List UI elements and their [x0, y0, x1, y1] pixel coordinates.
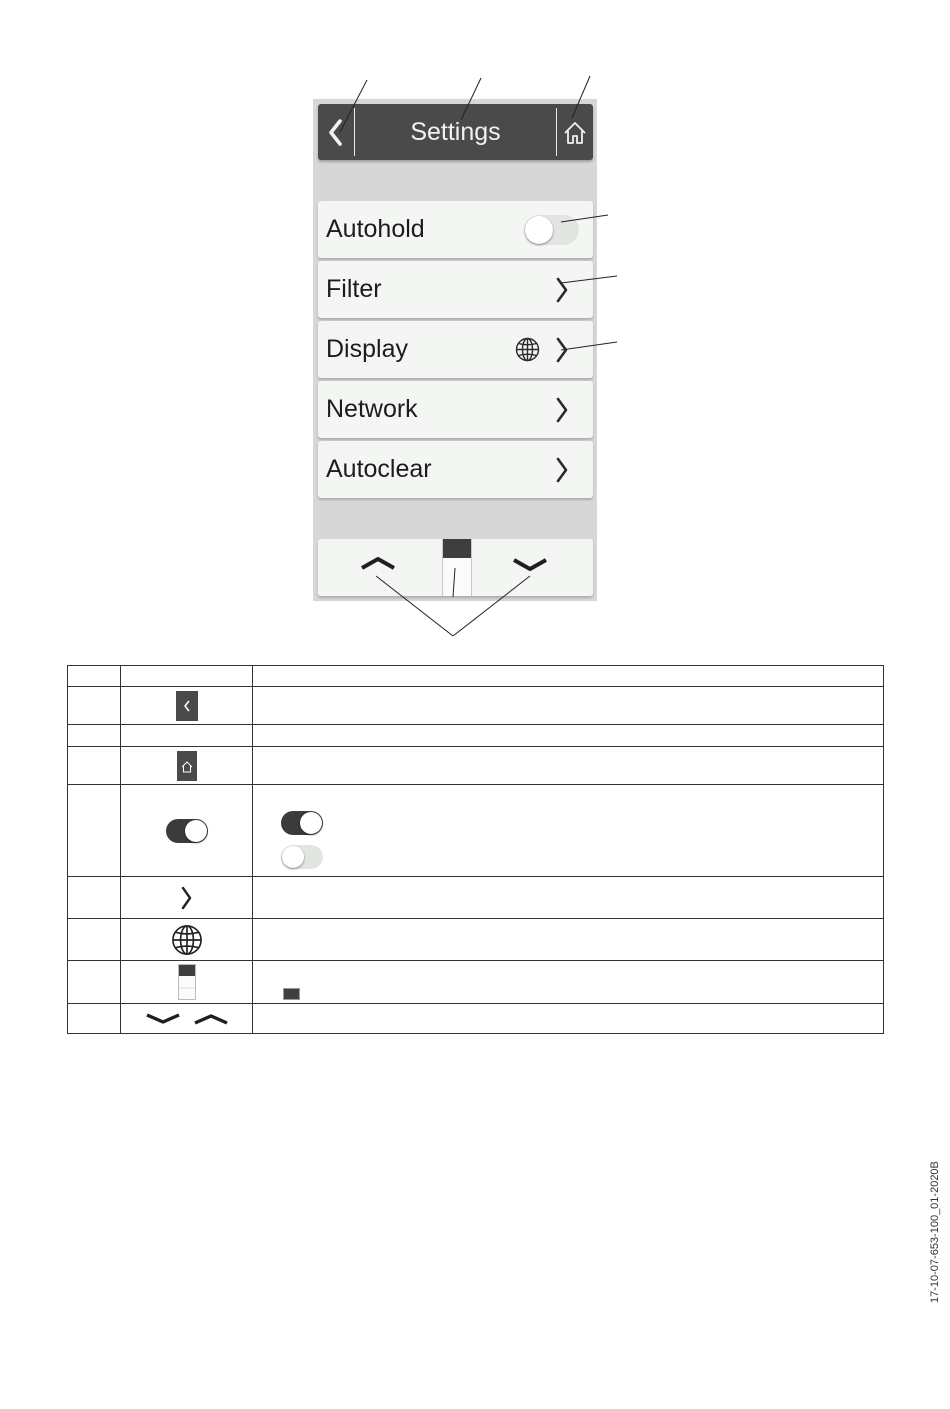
page-title: Settings — [410, 118, 501, 146]
table-row — [68, 687, 884, 725]
header-cell — [68, 666, 121, 687]
back-button[interactable] — [318, 104, 354, 160]
table-row — [68, 725, 884, 747]
settings-row-autohold[interactable] — [318, 201, 593, 258]
table-cell — [253, 919, 884, 961]
table-cell — [68, 687, 121, 725]
table-cell — [68, 877, 121, 919]
table-row — [68, 785, 884, 877]
toggle-knob — [525, 216, 553, 244]
row-label: Display — [326, 335, 408, 363]
chevron-right-icon — [181, 886, 193, 910]
table-row — [68, 961, 884, 1004]
scrollbar-icon — [178, 964, 196, 1000]
table-cell — [68, 919, 121, 961]
scrollbar[interactable] — [442, 539, 472, 596]
table-cell — [253, 747, 884, 785]
chevron-left-icon — [318, 104, 354, 160]
row-label: Autoclear — [326, 455, 432, 483]
legend-table — [67, 665, 884, 1034]
chevron-right-icon — [555, 337, 569, 363]
chevron-up-icon[interactable] — [356, 549, 400, 579]
autohold-toggle[interactable] — [524, 215, 579, 245]
home-button-icon — [177, 751, 197, 781]
table-cell — [253, 1004, 884, 1034]
table-cell — [68, 747, 121, 785]
chevron-right-icon — [555, 277, 569, 303]
table-header-row — [68, 666, 884, 687]
table-cell — [121, 919, 253, 961]
globe-icon — [171, 924, 203, 956]
table-cell — [121, 1004, 253, 1034]
settings-row-autoclear[interactable] — [318, 441, 593, 498]
table-cell — [253, 725, 884, 747]
table-cell — [121, 877, 253, 919]
chevron-right-icon — [555, 397, 569, 423]
settings-row-display[interactable] — [318, 321, 593, 378]
toggle-on-icon — [166, 819, 208, 843]
chevron-down-icon[interactable] — [508, 549, 552, 579]
toggle-off-icon — [281, 845, 323, 869]
home-icon — [557, 104, 593, 160]
table-cell — [121, 725, 253, 747]
table-cell — [68, 785, 121, 877]
row-label: Autohold — [326, 215, 425, 243]
row-label: Filter — [326, 275, 382, 303]
table-cell — [121, 961, 253, 1004]
table-cell — [253, 785, 884, 877]
globe-icon — [515, 337, 540, 362]
table-cell — [121, 785, 253, 877]
header-cell — [253, 666, 884, 687]
scroll-arrows-icon — [145, 1009, 229, 1029]
table-row — [68, 919, 884, 961]
document-code: 17-10-07-653-100_01-2020B — [929, 1161, 941, 1303]
table-cell — [253, 877, 884, 919]
table-cell — [121, 687, 253, 725]
table-cell — [68, 961, 121, 1004]
table-cell — [68, 725, 121, 747]
header-cell — [121, 666, 253, 687]
scrollbar-thumb[interactable] — [443, 539, 471, 558]
scrollbar-thumb-icon — [283, 988, 300, 1000]
header-bar — [318, 104, 593, 160]
back-button-icon — [176, 691, 198, 721]
table-cell — [68, 1004, 121, 1034]
settings-row-filter[interactable] — [318, 261, 593, 318]
row-label: Network — [326, 395, 418, 423]
table-row — [68, 1004, 884, 1034]
scroll-footer — [318, 539, 593, 596]
toggle-knob — [185, 820, 207, 842]
table-row — [68, 877, 884, 919]
table-row — [68, 747, 884, 785]
settings-row-network[interactable] — [318, 381, 593, 438]
toggle-knob — [300, 812, 322, 834]
chevron-right-icon — [555, 457, 569, 483]
table-cell — [121, 747, 253, 785]
toggle-on-icon — [281, 811, 323, 835]
table-cell — [253, 961, 884, 1004]
table-cell — [253, 687, 884, 725]
toggle-knob — [282, 846, 304, 868]
home-button[interactable] — [557, 104, 593, 160]
